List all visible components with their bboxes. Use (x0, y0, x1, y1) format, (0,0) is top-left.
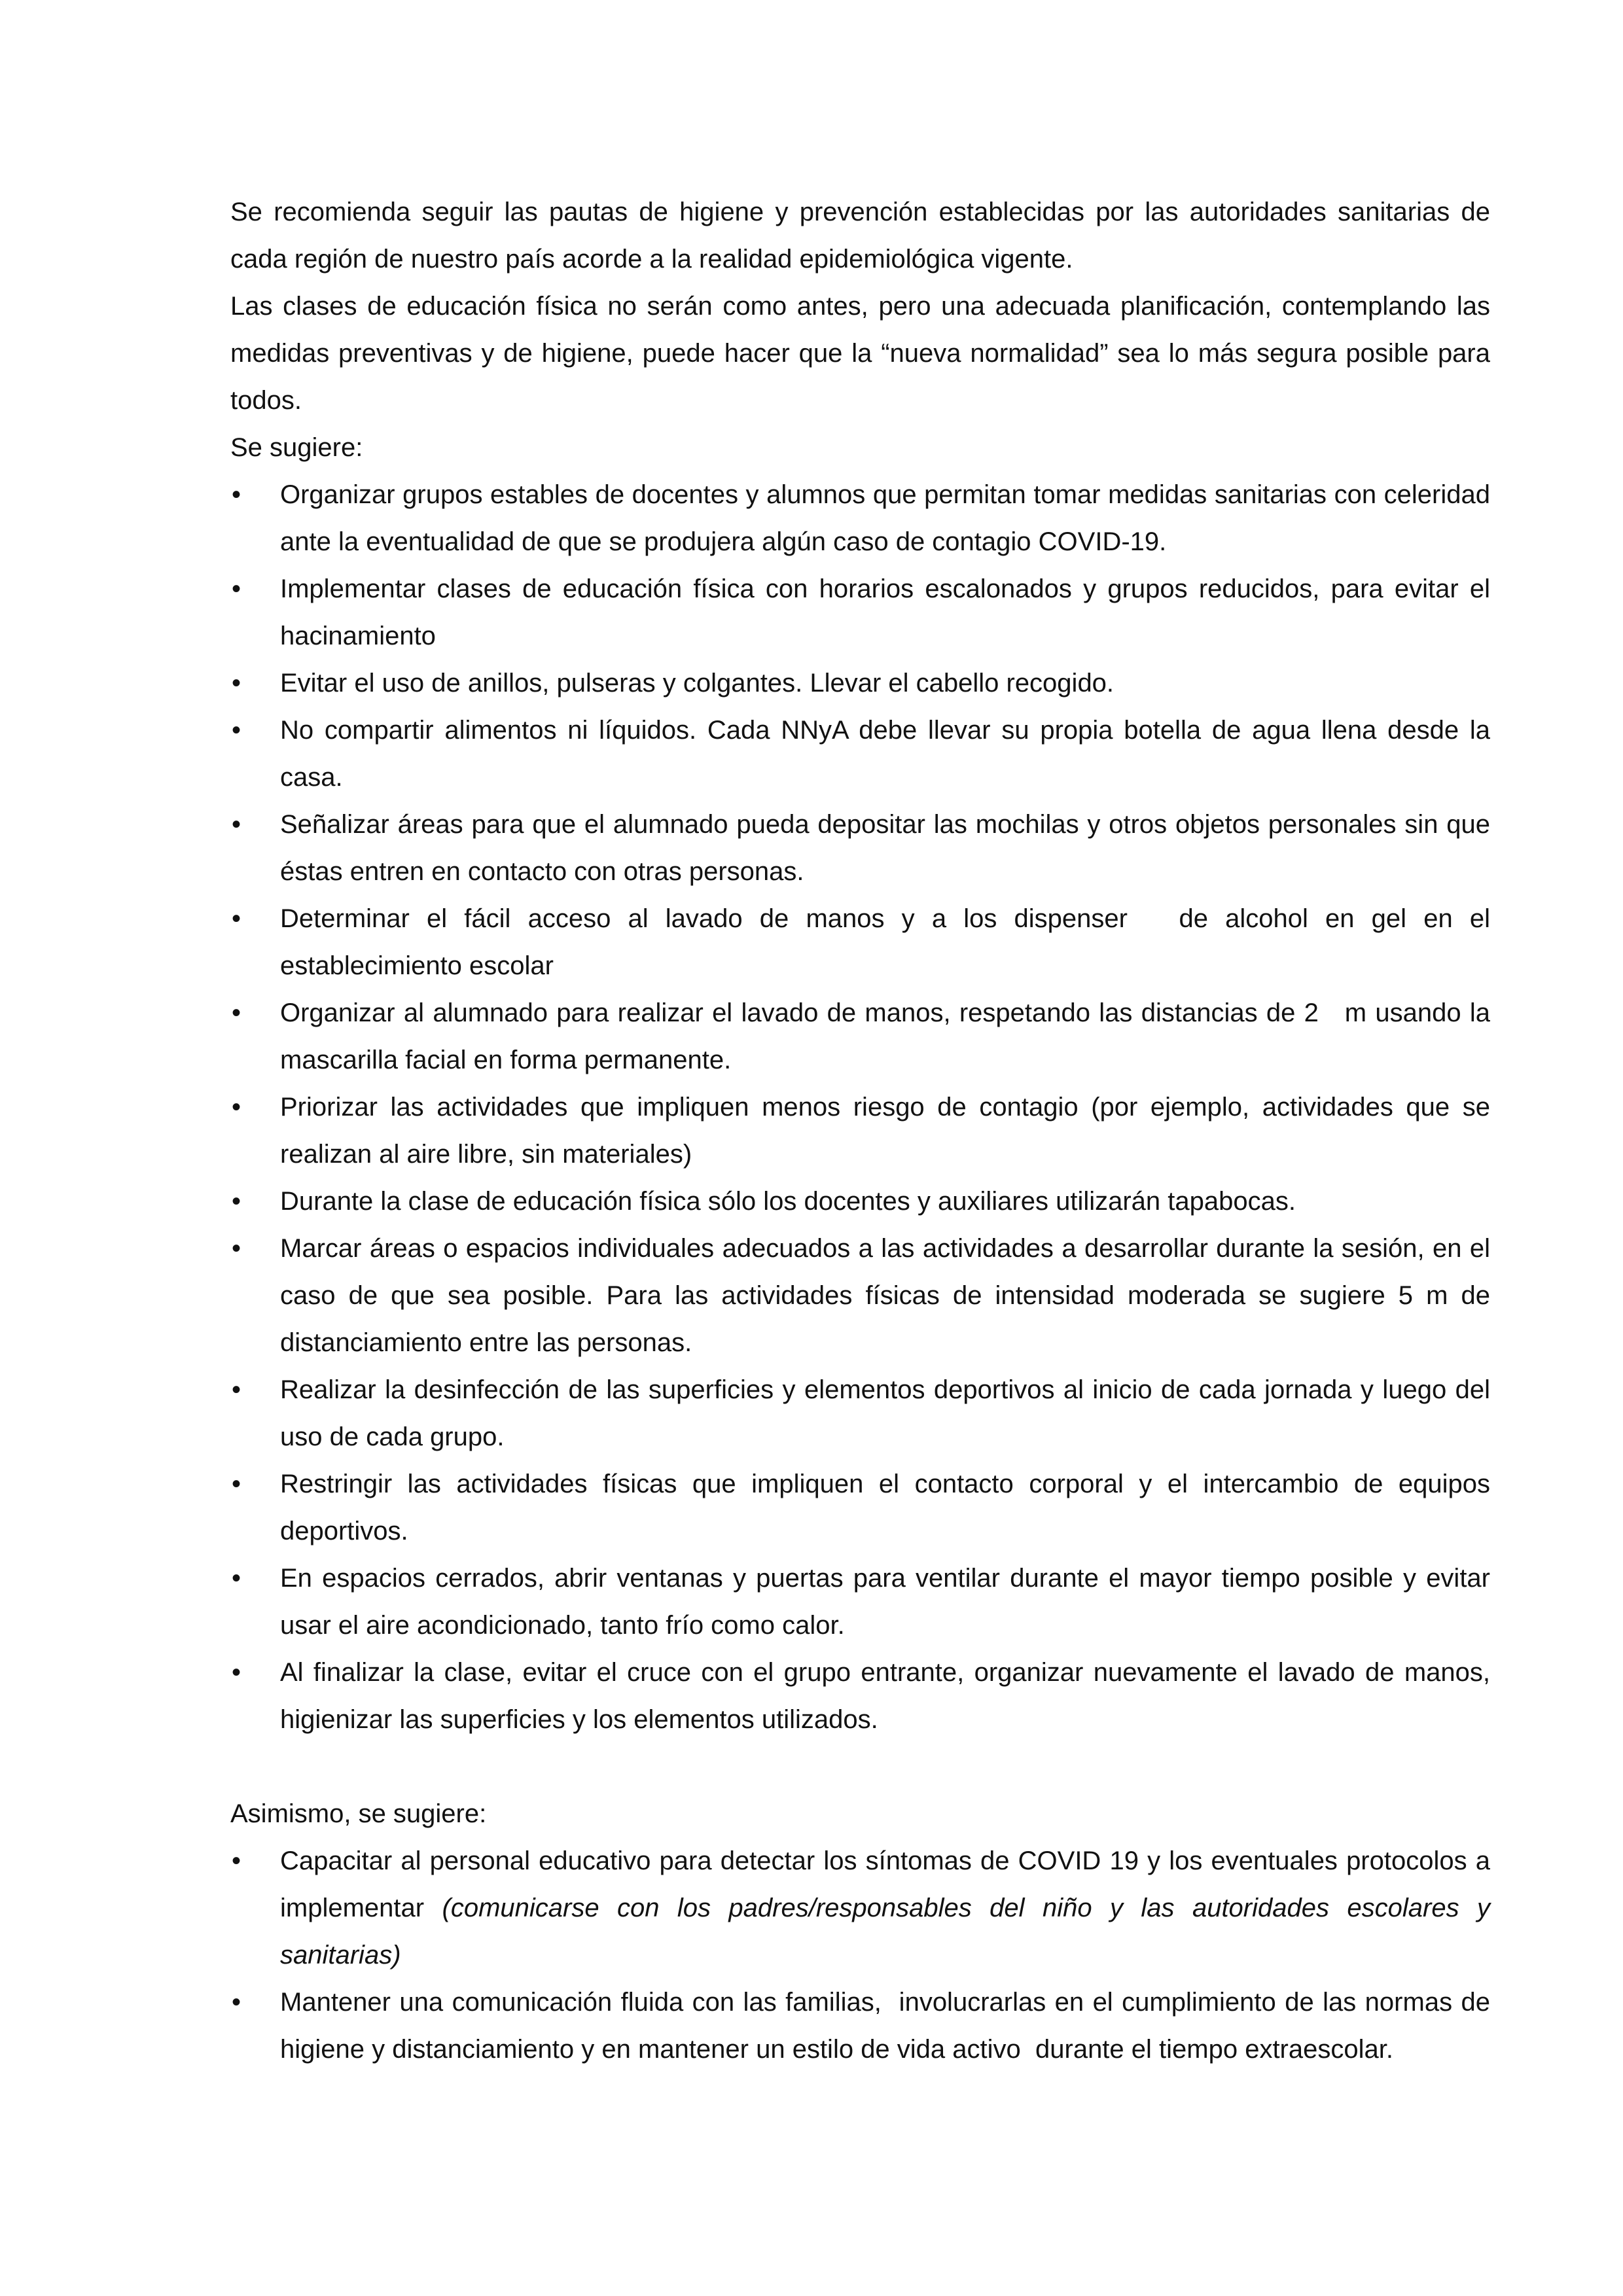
bullet-icon: • (232, 1234, 241, 1263)
list-item-text: Implementar clases de educación física con horarios escalonados y grupos reducidos, para evitar el hacinamiento (280, 574, 1490, 650)
bullet-icon: • (232, 574, 241, 603)
list-item (230, 1366, 1490, 1460)
section2-heading: Asimismo, se sugiere: (230, 1799, 487, 1828)
list-item (230, 1084, 1490, 1178)
list-item-text: Organizar grupos estables de docentes y alumnos que permitan tomar medidas sanitarias con celeridad ante la eventualidad de que se produjera algún caso de contagio COVID-19. (280, 480, 1490, 556)
list-item (230, 565, 1490, 660)
list-item (230, 1837, 1490, 1979)
intro-paragraph-2: Las clases de educación física no serán como antes, pero una adecuada planificación, contemplando las medidas preventivas y de higiene, puede hacer que la “nueva normalidad” sea lo más segura posible para todos. (230, 292, 1490, 415)
bullet-icon: • (232, 669, 241, 698)
list-item (230, 1555, 1490, 1649)
bullet-icon: • (232, 1988, 241, 2017)
bullet-icon: • (232, 716, 241, 745)
list-item-text: Evitar el uso de anillos, pulseras y colgantes. Llevar el cabello recogido. (280, 669, 1115, 698)
list-item-text: Señalizar áreas para que el alumnado pueda depositar las mochilas y otros objetos personales sin que éstas entren en contacto con otras personas. (280, 810, 1490, 886)
bullet-icon: • (232, 1470, 241, 1498)
list-item-text: Durante la clase de educación física sólo los docentes y auxiliares utilizarán tapabocas. (280, 1187, 1296, 1216)
list-item-text: En espacios cerrados, abrir ventanas y puertas para ventilar durante el mayor tiempo posible y evitar usar el aire acondicionado, tanto frío como calor. (280, 1564, 1490, 1640)
list-item (230, 989, 1498, 1084)
bullet-icon: • (232, 1093, 241, 1122)
list-item-text: Determinar el fácil acceso al lavado de manos y a los dispenser de alcohol en gel en el establecimiento escolar (280, 904, 1498, 980)
list-item (230, 1649, 1490, 1743)
bullet-icon: • (232, 1564, 241, 1593)
bullet-icon: • (232, 1375, 241, 1404)
list-item-text: No compartir alimentos ni líquidos. Cada NNyA debe llevar su propia botella de agua llena desde la casa. (280, 716, 1490, 792)
list-item (230, 895, 1498, 989)
section-spacer (230, 1743, 1490, 1790)
list-item-text: Capacitar al personal educativo para detectar los síntomas de COVID 19 y los eventuales protocolos a implementar (280, 1846, 1490, 1922)
bullet-icon: • (232, 1658, 241, 1687)
suggestions-heading: Se sugiere: (230, 433, 363, 462)
additional-suggestions-list (230, 1837, 1498, 2073)
list-item-text: Mantener una comunicación fluida con las familias, involucrarlas en el cumplimiento de las normas de higiene y distanciamiento y en mantener un estilo de vida activo durante el tiempo extraescolar. (280, 1988, 1498, 2064)
list-item-text: Restringir las actividades físicas que impliquen el contacto corporal y el intercambio de equipos deportivos. (280, 1470, 1490, 1545)
bullet-icon: • (232, 480, 241, 509)
list-item (230, 1979, 1498, 2073)
list-item (230, 1225, 1490, 1366)
list-item (230, 801, 1490, 895)
list-item (230, 707, 1490, 801)
bullet-icon: • (232, 998, 241, 1027)
list-item (230, 1178, 1490, 1225)
suggestions-list (230, 471, 1498, 1743)
list-item (230, 1460, 1490, 1555)
list-item-text: Priorizar las actividades que impliquen menos riesgo de contagio (por ejemplo, actividades que se realizan al aire libre, sin materiales) (280, 1093, 1490, 1169)
list-item-italic-note: (comunicarse con los padres/responsables del niño y las autoridades escolares y sanitarias) (280, 1894, 1490, 1969)
list-item (230, 471, 1490, 565)
bullet-icon: • (232, 904, 241, 933)
list-item-text: Al finalizar la clase, evitar el cruce con el grupo entrante, organizar nuevamente el lavado de manos, higienizar las superficies y los elementos utilizados. (280, 1658, 1490, 1734)
list-item (230, 660, 1490, 707)
document-page (230, 188, 1498, 2073)
intro-paragraph-1: Se recomienda seguir las pautas de higiene y prevención establecidas por las autoridades sanitarias de cada región de nuestro país acorde a la realidad epidemiológica vigente. (230, 198, 1490, 274)
bullet-icon: • (232, 810, 241, 839)
list-item-text: Organizar al alumnado para realizar el lavado de manos, respetando las distancias de 2 m usando la mascarilla facial en forma permanente. (280, 998, 1498, 1074)
bullet-icon: • (232, 1187, 241, 1216)
bullet-icon: • (232, 1846, 241, 1875)
list-item-text: Realizar la desinfección de las superficies y elementos deportivos al inicio de cada jornada y luego del uso de cada grupo. (280, 1375, 1490, 1451)
list-item-text: Marcar áreas o espacios individuales adecuados a las actividades a desarrollar durante la sesión, en el caso de que sea posible. Para las actividades físicas de intensidad moderada se sugiere 5 m de distanciamiento entre las personas. (280, 1234, 1490, 1357)
